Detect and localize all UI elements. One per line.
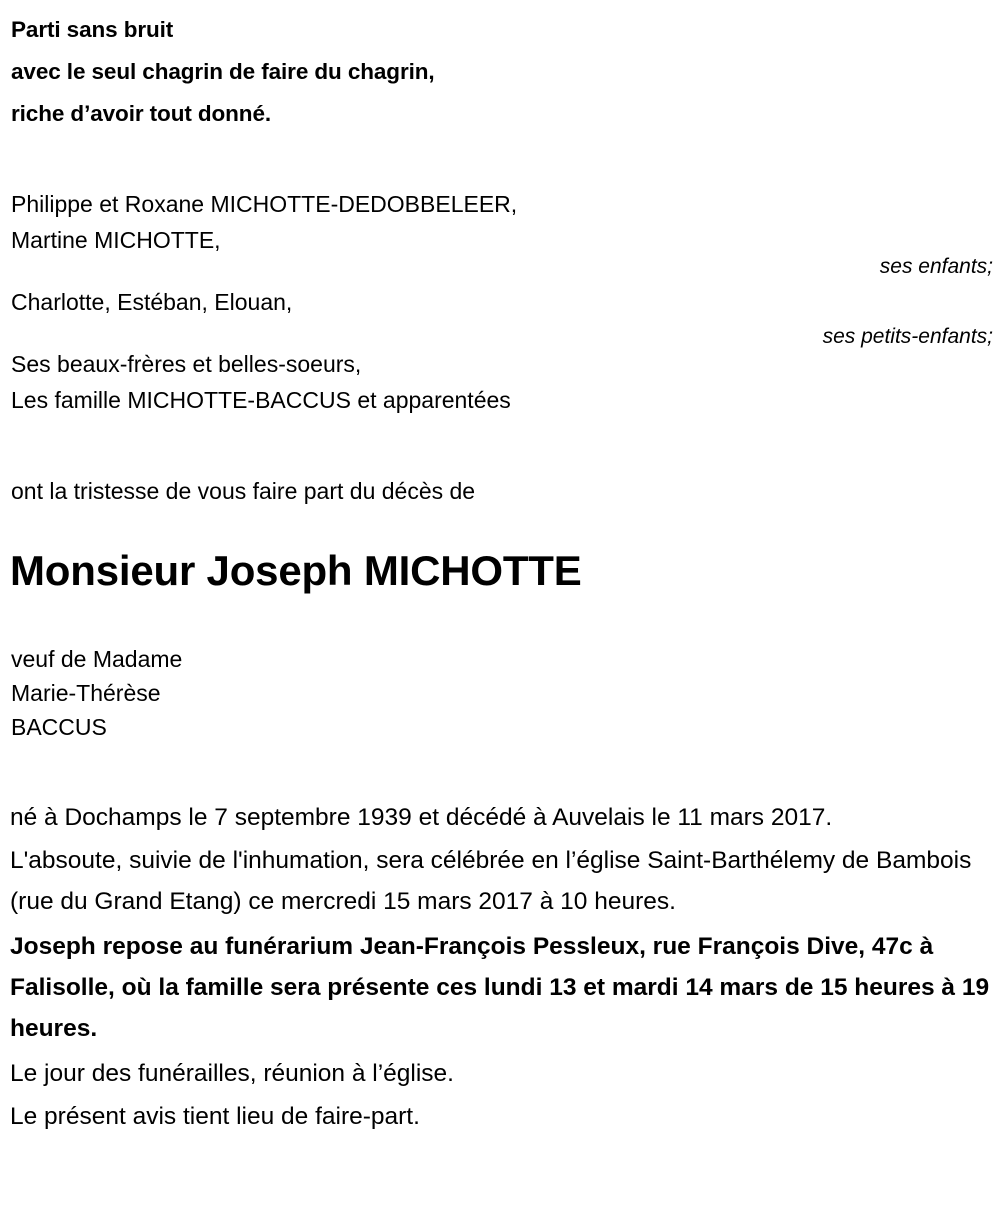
spouse-line: veuf de Madame xyxy=(11,646,183,672)
survivors-extended-group xyxy=(11,346,711,418)
birth-death-paragraph: né à Dochamps le 7 septembre 1939 et décédé à Auvelais le 11 mars 2017. xyxy=(10,804,833,831)
relation-spacer xyxy=(533,282,993,322)
relation-spacer xyxy=(533,186,993,252)
spouse-block xyxy=(11,642,611,744)
funeral-home-paragraph: Joseph repose au funérarium Jean-François Pessleux, rue François Dive, 47c à Falisolle, où la famille sera présente ces lundi 13 et mardi 14 mars de 15 heures à 19 heures. xyxy=(10,933,990,1042)
relation-labels-block xyxy=(533,186,993,352)
survivor-line: Ses beaux-frères et belles-soeurs, xyxy=(11,351,362,377)
deceased-name: Monsieur Joseph MICHOTTE xyxy=(10,547,582,594)
epitaph-line-3: riche d’avoir tout donné. xyxy=(11,101,272,126)
gathering-paragraph: Le jour des funérailles, réunion à l’église. xyxy=(10,1060,454,1087)
survivor-line: Philippe et Roxane MICHOTTE-DEDOBBELEER, xyxy=(11,191,518,217)
spouse-line: BACCUS xyxy=(11,714,107,740)
relation-label-grandchildren: ses petits-enfants; xyxy=(822,325,993,348)
relation-label-children: ses enfants; xyxy=(879,255,993,278)
survivor-line: Les famille MICHOTTE-BACCUS et apparentées xyxy=(11,387,511,413)
spouse-line: Marie-Thérèse xyxy=(11,680,161,706)
epitaph-block xyxy=(11,9,771,135)
ceremony-paragraph: L'absoute, suivie de l'inhumation, sera célébrée en l’église Saint-Barthélemy de Bambois (rue du Grand Etang) ce mercredi 15 mars 2017 à 10 heures. xyxy=(10,847,972,915)
announcement-line: ont la tristesse de vous faire part du décès de xyxy=(11,478,476,504)
notice-paragraph: Le présent avis tient lieu de faire-part. xyxy=(10,1103,420,1130)
epitaph-line-2: avec le seul chagrin de faire du chagrin, xyxy=(11,59,435,84)
survivor-line: Charlotte, Estéban, Elouan, xyxy=(11,289,293,315)
survivor-line: Martine MICHOTTE, xyxy=(11,227,221,253)
details-block xyxy=(10,797,995,1139)
epitaph-line-1: Parti sans bruit xyxy=(11,17,174,42)
